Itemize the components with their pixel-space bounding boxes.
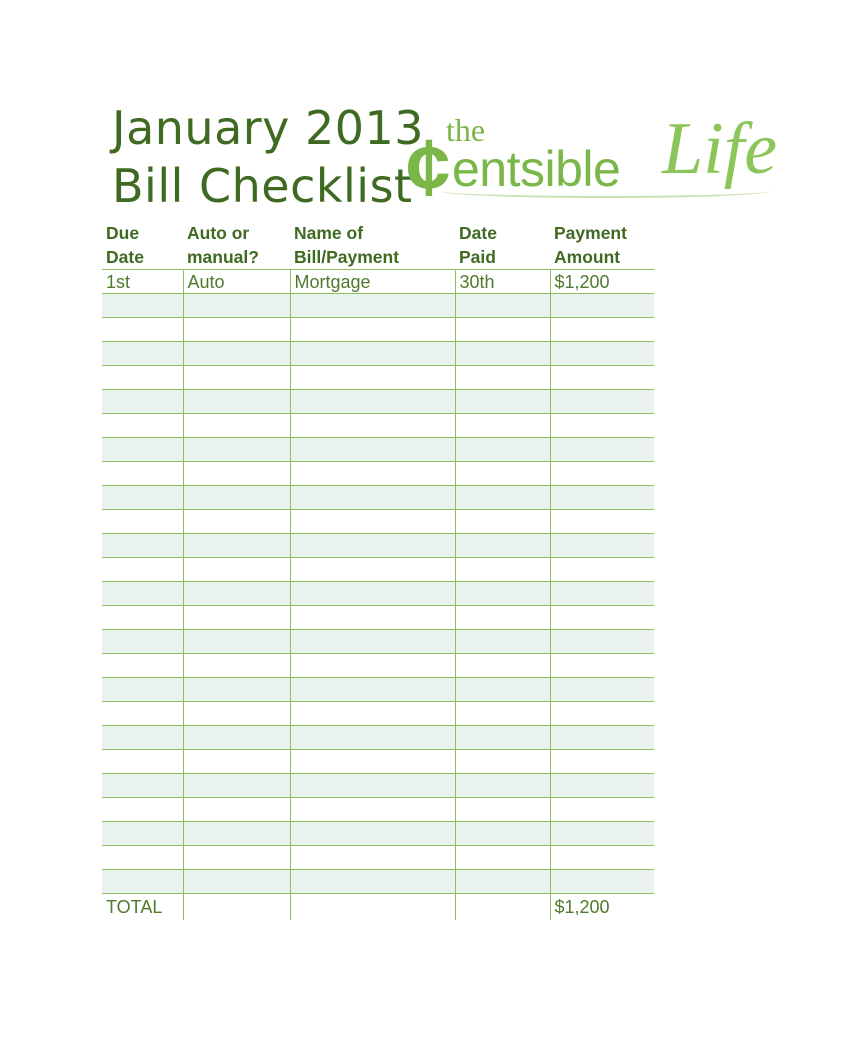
table-row (102, 462, 654, 486)
cell-bill-name (290, 750, 455, 774)
cell-date-paid (455, 414, 550, 438)
cell-payment-amount (550, 846, 654, 870)
cell-bill-name (290, 822, 455, 846)
cell-auto-or-manual (183, 414, 290, 438)
cell-bill-name (290, 366, 455, 390)
cell-date-paid (455, 582, 550, 606)
page-title-month: January 2013 (112, 101, 425, 155)
cell-auto-or-manual (183, 750, 290, 774)
table-row (102, 390, 654, 414)
table-row (102, 630, 654, 654)
cell-payment-amount (550, 582, 654, 606)
table-row (102, 342, 654, 366)
cell-auto-or-manual (183, 582, 290, 606)
cell-bill-name (290, 678, 455, 702)
cell-bill-name (290, 534, 455, 558)
cell-bill-name (290, 774, 455, 798)
cell-date-paid (455, 294, 550, 318)
cell-due-date (102, 534, 183, 558)
cell-auto-or-manual (183, 390, 290, 414)
cell-date-paid (455, 678, 550, 702)
cell-bill-name (290, 510, 455, 534)
cell-bill-name (290, 438, 455, 462)
cell-bill-name: Mortgage (290, 270, 455, 294)
cell-auto-or-manual: Auto (183, 270, 290, 294)
column-header-bill-name (290, 219, 455, 270)
cell-bill-name (290, 582, 455, 606)
cell-date-paid (455, 846, 550, 870)
cell-auto-or-manual (183, 678, 290, 702)
table-row (102, 846, 654, 870)
cell-date-paid (455, 486, 550, 510)
cell-due-date (102, 294, 183, 318)
cell-auto-or-manual (183, 654, 290, 678)
cell-bill-name (290, 342, 455, 366)
cell-due-date (102, 582, 183, 606)
page-title: Bill Checklist (112, 159, 413, 213)
cell-auto-or-manual (183, 606, 290, 630)
cell-date-paid (455, 774, 550, 798)
cell-bill-name (290, 606, 455, 630)
table-row (102, 798, 654, 822)
cell-date-paid (455, 318, 550, 342)
logo-life: Life (662, 108, 778, 190)
column-header-payment-amount (550, 219, 654, 270)
cell-payment-amount (550, 750, 654, 774)
table-row (102, 702, 654, 726)
cell-auto-or-manual (183, 486, 290, 510)
cell-due-date (102, 702, 183, 726)
table-row (102, 486, 654, 510)
cell-payment-amount (550, 678, 654, 702)
cell-bill-name (290, 462, 455, 486)
cell-date-paid (455, 534, 550, 558)
cell-payment-amount (550, 798, 654, 822)
cell-date-paid (455, 726, 550, 750)
cell-auto-or-manual (183, 438, 290, 462)
cell-date-paid (455, 654, 550, 678)
logo-swoosh (440, 184, 770, 198)
table-header (102, 219, 654, 270)
cell-date-paid: 30th (455, 270, 550, 294)
cell-payment-amount (550, 390, 654, 414)
cell-due-date (102, 846, 183, 870)
table-row (102, 510, 654, 534)
cell-bill-name (290, 702, 455, 726)
cell-bill-name (290, 486, 455, 510)
cell-payment-amount (550, 870, 654, 894)
table-body (102, 270, 654, 920)
table-row (102, 558, 654, 582)
table-row (102, 726, 654, 750)
cell-bill-name (290, 798, 455, 822)
cell-due-date (102, 822, 183, 846)
cell-payment-amount (550, 342, 654, 366)
cell-bill-name (290, 870, 455, 894)
cell-auto-or-manual (183, 558, 290, 582)
cell-bill-name (290, 294, 455, 318)
table-row (102, 606, 654, 630)
cell-auto-or-manual (183, 702, 290, 726)
cell-bill-name (290, 558, 455, 582)
column-header-line: Bill/Payment (294, 247, 400, 267)
cell-payment-amount (550, 438, 654, 462)
column-header-line: Auto or (187, 223, 250, 243)
cell-date-paid (455, 822, 550, 846)
centsible-life-logo (400, 100, 790, 215)
total-payment-amount: $1,200 (550, 894, 654, 920)
cell-date-paid (455, 510, 550, 534)
cell-date-paid (455, 438, 550, 462)
cell-bill-name (290, 390, 455, 414)
total-auto-or-manual (183, 894, 290, 920)
cell-auto-or-manual (183, 318, 290, 342)
cell-payment-amount (550, 534, 654, 558)
cell-payment-amount (550, 726, 654, 750)
cell-payment-amount (550, 558, 654, 582)
table-row (102, 822, 654, 846)
cell-due-date (102, 870, 183, 894)
cell-bill-name (290, 654, 455, 678)
table-row (102, 774, 654, 798)
cell-due-date (102, 678, 183, 702)
logo-cent-glyph: ¢ (406, 123, 451, 212)
column-header-line: Payment (554, 223, 627, 243)
column-header-line: Paid (459, 247, 496, 267)
cell-due-date (102, 462, 183, 486)
table-row (102, 654, 654, 678)
column-header-line: Date (106, 247, 144, 267)
cell-payment-amount (550, 822, 654, 846)
logo-entsible: entsible (452, 141, 621, 197)
column-header-line: Amount (554, 247, 621, 267)
bill-checklist-table (102, 219, 654, 920)
cell-auto-or-manual (183, 366, 290, 390)
cell-auto-or-manual (183, 510, 290, 534)
cell-auto-or-manual (183, 726, 290, 750)
cell-bill-name (290, 414, 455, 438)
cell-bill-name (290, 318, 455, 342)
cell-date-paid (455, 798, 550, 822)
cell-auto-or-manual (183, 462, 290, 486)
cell-date-paid (455, 606, 550, 630)
cell-auto-or-manual (183, 294, 290, 318)
cell-payment-amount (550, 510, 654, 534)
cell-date-paid (455, 390, 550, 414)
cell-bill-name (290, 846, 455, 870)
cell-due-date (102, 774, 183, 798)
cell-due-date (102, 750, 183, 774)
cell-auto-or-manual (183, 342, 290, 366)
cell-due-date (102, 630, 183, 654)
table-row (102, 582, 654, 606)
table-row (102, 438, 654, 462)
cell-due-date (102, 438, 183, 462)
column-header-line: Date (459, 223, 497, 243)
cell-auto-or-manual (183, 870, 290, 894)
cell-auto-or-manual (183, 822, 290, 846)
cell-date-paid (455, 750, 550, 774)
cell-due-date (102, 342, 183, 366)
cell-due-date (102, 798, 183, 822)
cell-bill-name (290, 630, 455, 654)
cell-due-date (102, 510, 183, 534)
table-row (102, 294, 654, 318)
cell-due-date (102, 414, 183, 438)
column-header-line: Name of (294, 223, 364, 243)
total-label: TOTAL (106, 896, 163, 917)
cell-date-paid (455, 342, 550, 366)
column-header-auto-or-manual (183, 219, 290, 270)
cell-due-date (102, 390, 183, 414)
cell-due-date (102, 366, 183, 390)
cell-payment-amount (550, 294, 654, 318)
cell-due-date (102, 318, 183, 342)
cell-payment-amount (550, 606, 654, 630)
cell-auto-or-manual (183, 534, 290, 558)
table-row (102, 750, 654, 774)
cell-due-date (102, 726, 183, 750)
cell-due-date (102, 486, 183, 510)
cell-payment-amount: $1,200 (550, 270, 654, 294)
table-row (102, 870, 654, 894)
total-row (102, 894, 654, 920)
cell-payment-amount (550, 414, 654, 438)
column-header-date-paid (455, 219, 550, 270)
table-row (102, 318, 654, 342)
total-date-paid (455, 894, 550, 920)
cell-due-date: 1st (102, 270, 183, 294)
column-header-line: Due (106, 223, 140, 243)
cell-auto-or-manual (183, 846, 290, 870)
cell-auto-or-manual (183, 798, 290, 822)
table-row (102, 270, 654, 294)
cell-payment-amount (550, 318, 654, 342)
cell-date-paid (455, 702, 550, 726)
total-bill-name (290, 894, 455, 920)
table-row (102, 534, 654, 558)
cell-date-paid (455, 870, 550, 894)
cell-payment-amount (550, 366, 654, 390)
table-row (102, 366, 654, 390)
cell-auto-or-manual (183, 630, 290, 654)
cell-date-paid (455, 366, 550, 390)
table-row (102, 414, 654, 438)
cell-payment-amount (550, 630, 654, 654)
cell-payment-amount (550, 702, 654, 726)
cell-date-paid (455, 630, 550, 654)
table-row (102, 678, 654, 702)
cell-payment-amount (550, 774, 654, 798)
cell-due-date (102, 654, 183, 678)
cell-payment-amount (550, 654, 654, 678)
column-header-due-date (102, 219, 183, 270)
cell-date-paid (455, 558, 550, 582)
cell-due-date (102, 558, 183, 582)
cell-bill-name (290, 726, 455, 750)
logo-the: the (446, 112, 486, 148)
column-header-line: manual? (187, 247, 259, 267)
cell-auto-or-manual (183, 774, 290, 798)
cell-date-paid (455, 462, 550, 486)
cell-payment-amount (550, 462, 654, 486)
cell-due-date (102, 606, 183, 630)
cell-payment-amount (550, 486, 654, 510)
